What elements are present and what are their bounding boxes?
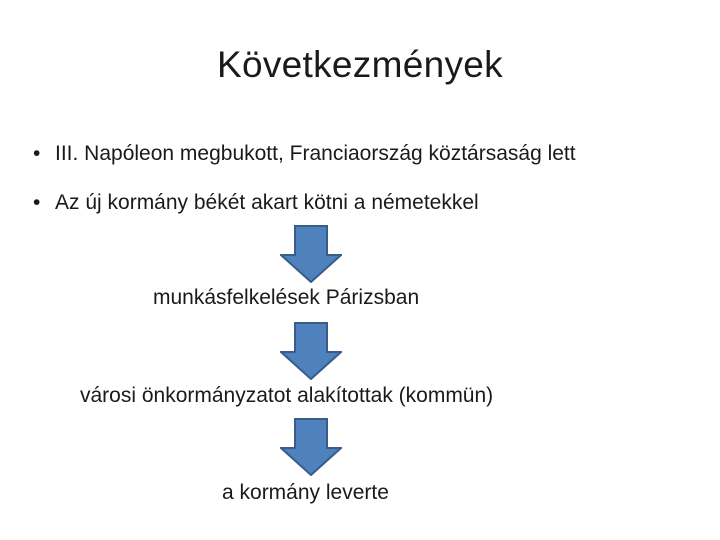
down-arrow-icon bbox=[280, 418, 342, 476]
bullet-item bbox=[33, 142, 576, 166]
bullet-dot: • bbox=[33, 142, 41, 165]
bullet-dot: • bbox=[33, 191, 41, 214]
flow-step-text: városi önkormányzatot alakítottak (kommün) bbox=[80, 384, 494, 407]
bullet-text: Az új kormány békét akart kötni a németekkel bbox=[55, 191, 479, 214]
bullet-text: III. Napóleon megbukott, Franciaország köztársaság lett bbox=[55, 142, 576, 165]
flow-step-text: a kormány leverte bbox=[222, 481, 389, 504]
slide-title: Következmények bbox=[217, 44, 503, 85]
down-arrow-icon bbox=[280, 322, 342, 380]
down-arrow-icon bbox=[280, 225, 342, 283]
bullet-item bbox=[33, 191, 479, 215]
flow-step-text: munkásfelkelések Párizsban bbox=[153, 286, 420, 309]
